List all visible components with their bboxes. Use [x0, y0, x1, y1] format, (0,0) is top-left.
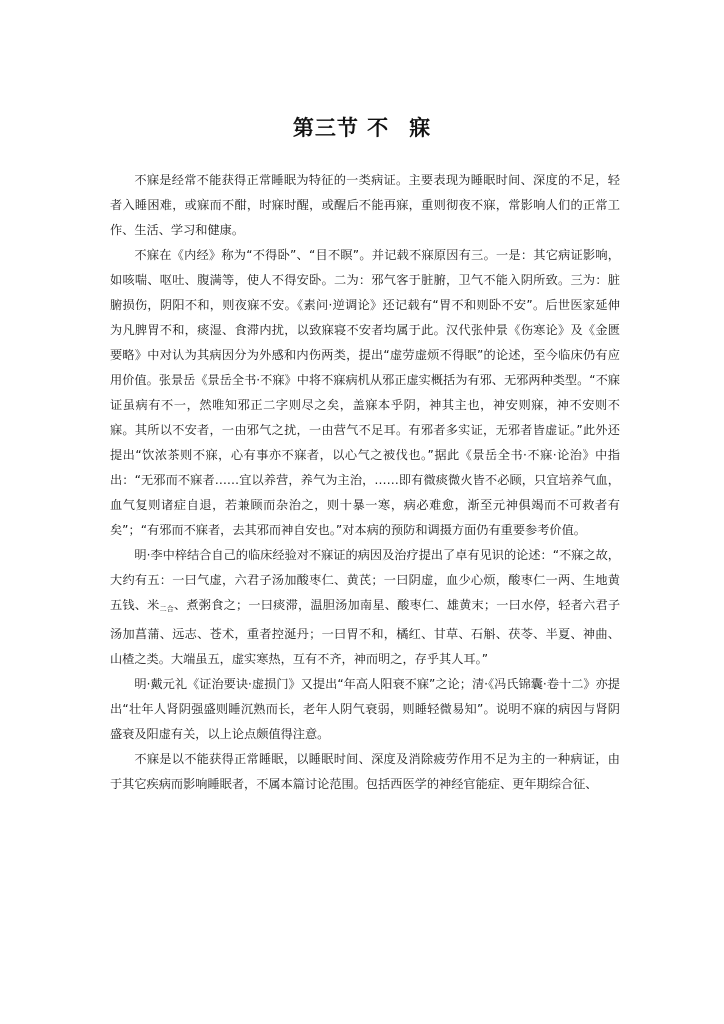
paragraph-history: 不寐在《内经》称为“不得卧”、“目不瞑”。并记载不寐原因有三。一是：其它病证影响，如咳喘、呕吐、腹满等，使人不得安卧。二为：邪气客于脏腑，卫气不能入阴所致。三为：脏腑损伤，阴阳不和，则夜寐不安。《素问·逆调论》还记载有“胃不和则卧不安”。后世医家延伸为凡脾胃不和，痰湿、食滞内扰，以致寐寝不安者均属于此。汉代张仲景《伤寒论》及《金匮要略》中对认为其病因分为外感和内伤两类，提出“虚劳虚烦不得眠”的论述，至今临床仍有应用价值。张景岳《景岳全书·不寐》中将不寐病机从邪正虚实概括为有邪、无邪两种类型。“不寐证虽病有不一，然唯知邪正二字则尽之矣，盖寐本乎阴，神其主也，神安则寐，神不安则不寐。其所以不安者，一由邪气之扰，一由营气不足耳。有邪者多实证，无邪者皆虚证。”此外还提出“饮浓茶则不寐，心有事亦不寐者，以心气之被伐也。”据此《景岳全书·不寐·论治》中指出：“无邪而不寐者……宜以养营，养气为主治，……即有微痰微火皆不必顾，只宜培养气血，血气复则诸症自退，若兼顾而杂治之，则十暴一寒，病必难愈，渐至元神俱竭而不可救者有矣”；“有邪而不寐者，去其邪而神自安也。”对本病的预防和调摄方面仍有重要参考价值。 [110, 248, 620, 537]
title-part-2: 寐 [409, 116, 432, 141]
document-body [110, 168, 620, 797]
dosage-subscript: 二合 [159, 605, 175, 613]
paragraph-li-zhongzi-part-a: 明·李中梓结合自己的临床经验对不寐证的病因及治疗提出了卓有见识的论述：“不寐之故，大约有五：一曰气虚，六君子汤加酸枣仁、黄芪；一曰阴虚，血少心烦，酸枣仁一两、生地黄五钱、米 [110, 548, 620, 612]
page-title [0, 112, 724, 142]
paragraph-li-zhongzi-part-b: 、煮粥食之；一曰痰滞，温胆汤加南星、酸枣仁、雄黄末；一曰水停，轻者六君子汤加菖蒲、远志、苍术，重者控涎丹；一曰胃不和，橘红、甘草、石斛、茯苓、半夏、神曲、山楂之类。大端虽五，虚实寒热，互有不齐，神而明之，存乎其人耳。” [110, 598, 621, 666]
paragraph-dai-yuanli: 明·戴元礼《证治要诀·虚损门》又提出“年高人阳衰不寐”之论；清·《冯氏锦囊·卷十二》亦提出“壮年人肾阴强盛则睡沉熟而长，老年人阴气衰弱，则睡轻微易知”。说明不寐的病因与肾阴盛衰及阳虚有关，以上论点颇值得注意。 [110, 677, 620, 741]
paragraph-scope: 不寐是以不能获得正常睡眠，以睡眠时间、深度及消除疲劳作用不足为主的一种病证，由于其它疾病而影响睡眠者，不属本篇讨论范围。包括西医学的神经官能症、更年期综合征、 [110, 752, 620, 791]
title-part-1: 第三节 不 [292, 116, 390, 141]
paragraph-definition: 不寐是经常不能获得正常睡眠为特征的一类病证。主要表现为睡眠时间、深度的不足，轻者入睡困难，或寐而不酣，时寐时醒，或醒后不能再寐，重则彻夜不寐，常影响人们的正常工作、生活、学习和健康。 [110, 173, 620, 237]
paragraph-li-zhongzi [110, 543, 620, 672]
